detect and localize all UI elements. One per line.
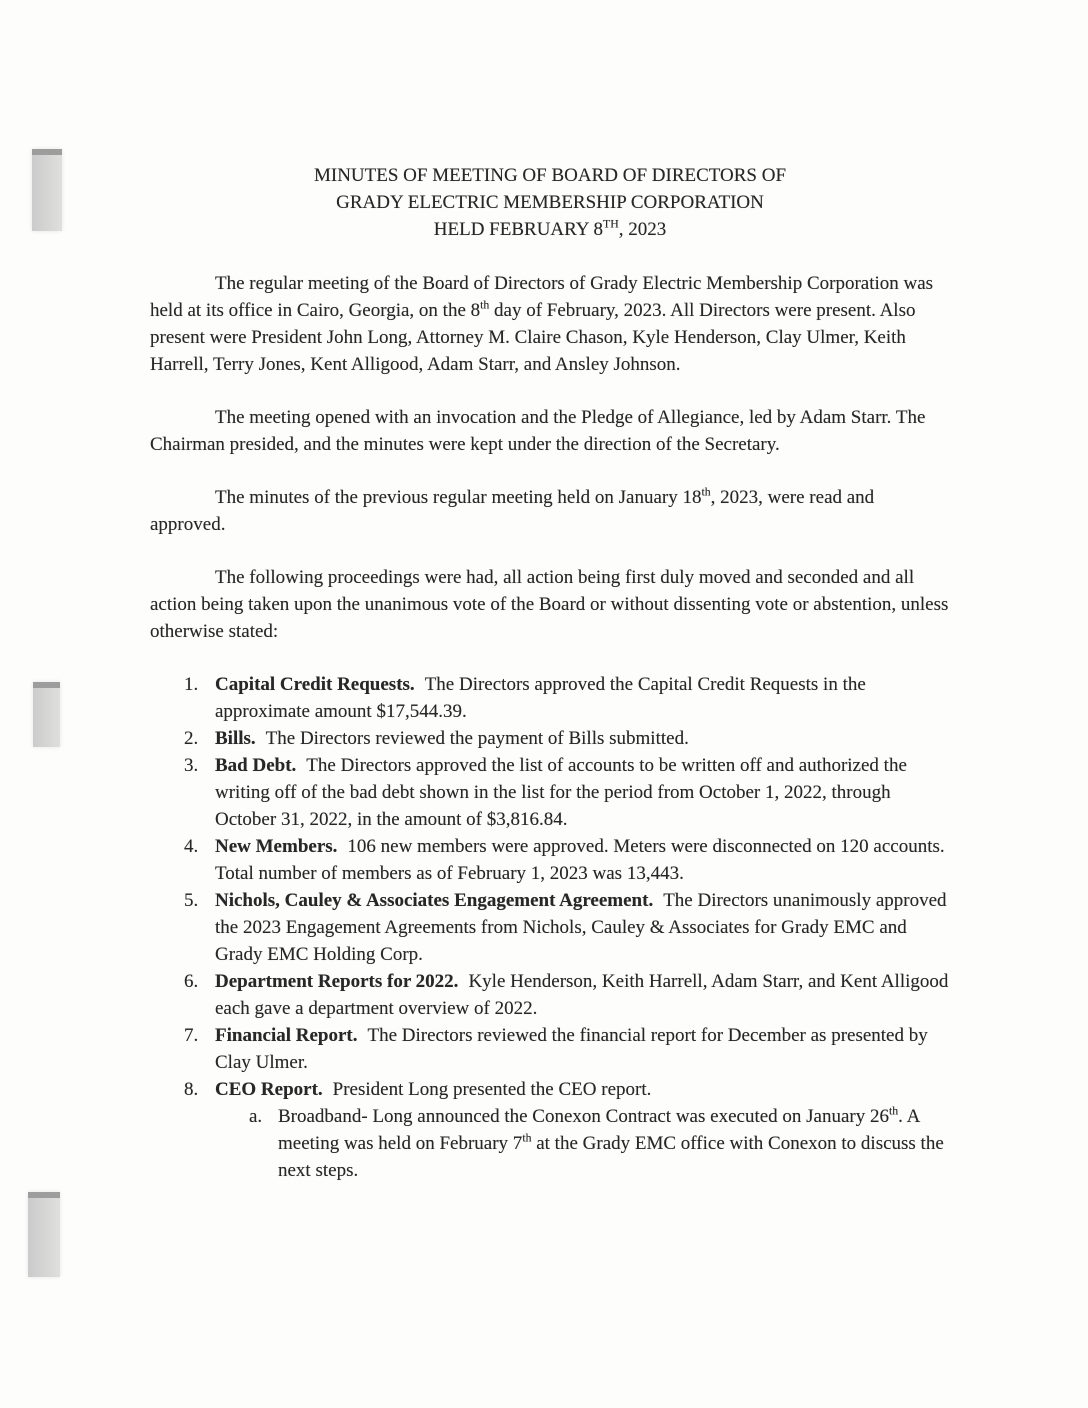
title-line: HELD FEBRUARY 8TH, 2023 (433, 217, 667, 240)
list-item-number: 3. (184, 755, 199, 776)
paragraph: The meeting opened with an invocation and the Pledge of Allegiance, led by Adam Starr. The Chairman presided, and the minutes were kept under the direction of the Secretary. (150, 407, 926, 455)
list-item-heading: New Members. (215, 836, 338, 857)
list-item (184, 887, 950, 968)
list-item-heading: CEO Report. (215, 1079, 323, 1100)
list-item-heading: Financial Report. (215, 1025, 358, 1046)
sub-list-item (249, 1103, 950, 1184)
scan-artifact (32, 149, 62, 231)
scan-artifact (33, 682, 60, 747)
list-item-number: 5. (184, 890, 199, 911)
list-item (184, 968, 950, 1022)
document-content (150, 162, 950, 1184)
list-item-body: The Directors approved the Capital Credit Requests in the approximate amount $17,544.39. (215, 674, 866, 722)
intro-paragraphs (150, 270, 950, 645)
list-item-heading: Bills. (215, 728, 256, 749)
sub-item-body: Broadband- Long announced the Conexon Contract was executed on January 26th. A meeting was held on February 7th at the Grady EMC office with Conexon to discuss the next steps. (278, 1104, 944, 1181)
list-item-body: 106 new members were approved. Meters were disconnected on 120 accounts. Total number of members as of February 1, 2023 was 13,443. (215, 836, 945, 884)
scan-artifact (28, 1192, 60, 1277)
title-line: GRADY ELECTRIC MEMBERSHIP CORPORATION (336, 192, 764, 213)
superscript: TH (603, 217, 619, 231)
list-item (184, 833, 950, 887)
list-item (184, 671, 950, 725)
list-item (184, 1076, 950, 1184)
proceedings-list (184, 671, 950, 1184)
list-item-body: The Directors approved the list of accounts to be written off and authorized the writing off of the bad debt shown in the list for the period from October 1, 2022, through October 31, 2022, in the amount of $3,816.84. (215, 755, 907, 830)
list-item-number: 4. (184, 836, 199, 857)
list-item-number: 7. (184, 1025, 199, 1046)
list-item (184, 725, 950, 752)
list-item-body: The Directors unanimously approved the 2023 Engagement Agreements from Nichols, Cauley & Associates for Grady EMC and Grady EMC Holding Corp. (215, 890, 947, 965)
list-item-body: President Long presented the CEO report. (332, 1079, 652, 1100)
list-item-heading: Nichols, Cauley & Associates Engagement Agreement. (215, 890, 654, 911)
superscript: th (480, 298, 490, 312)
list-item-number: 1. (184, 674, 199, 695)
list-item-number: 6. (184, 971, 199, 992)
list-item-body: Kyle Henderson, Keith Harrell, Adam Starr, and Kent Alligood each gave a department overview of 2022. (215, 971, 949, 1019)
list-item-heading: Department Reports for 2022. (215, 971, 459, 992)
document-title (150, 162, 950, 243)
list-item-heading: Bad Debt. (215, 755, 297, 776)
paragraph: The following proceedings were had, all action being first duly moved and seconded and all action being taken upon the unanimous vote of the Board or without dissenting vote or abstention, unless otherwise stated: (150, 567, 949, 642)
paragraph: The regular meeting of the Board of Directors of Grady Electric Membership Corporation was held at its office in Cairo, Georgia, on the 8th day of February, 2023. All Directors were present. Also present were President John Long, Attorney M. Claire Chason, Kyle Henderson, Clay Ulmer, Keith Harrell, Terry Jones, Kent Alligood, Adam Starr, and Ansley Johnson. (150, 273, 934, 375)
superscript: th (522, 1131, 532, 1145)
list-item (184, 1022, 950, 1076)
title-line: MINUTES OF MEETING OF BOARD OF DIRECTORS OF (313, 165, 787, 186)
list-item (184, 752, 950, 833)
list-item-body: The Directors reviewed the financial report for December as presented by Clay Ulmer. (215, 1025, 928, 1073)
list-item-heading: Capital Credit Requests. (215, 674, 415, 695)
list-item-number: 2. (184, 728, 199, 749)
sub-item-letter: a. (249, 1106, 263, 1127)
paragraph: The minutes of the previous regular meeting held on January 18th, 2023, were read and approved. (150, 485, 875, 535)
superscript: th (701, 485, 711, 499)
list-item-body: The Directors reviewed the payment of Bills submitted. (265, 728, 689, 749)
superscript: th (889, 1104, 899, 1118)
list-item-number: 8. (184, 1079, 199, 1100)
